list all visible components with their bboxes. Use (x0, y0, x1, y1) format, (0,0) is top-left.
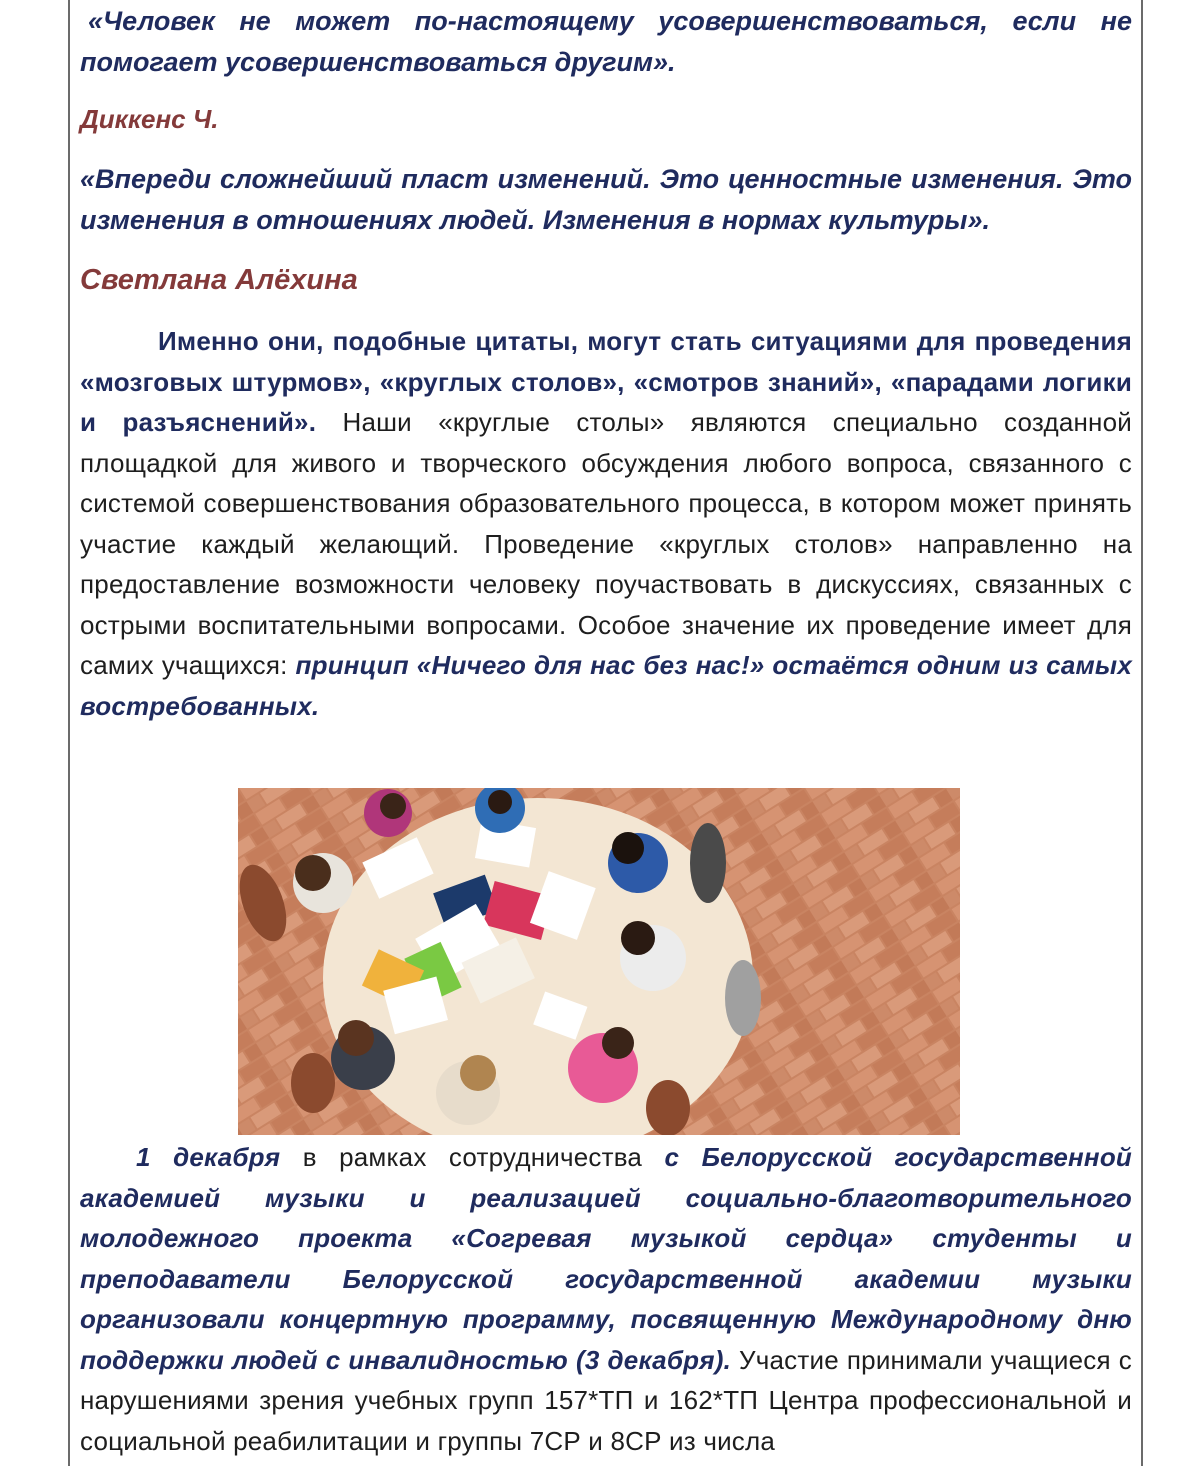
paragraph-intro: Именно они, подобные цитаты, могут стать ситуациями для проведения «мозговых штурмов», «круглых столов», «смотров знаний», «парадами логики и разъяснений». (80, 326, 1132, 437)
paragraph-body: в рамках сотрудничества (302, 1142, 643, 1172)
quote-author: Светлана Алёхина (80, 264, 358, 296)
paragraph-body: Наши «круглые столы» являются специально созданной площадкой для живого и творческого обсуждения любого вопроса, связанного с системой совершенствования образовательного процесса, в котором может принять участие каждый желающий. Проведение «круглых столов» направленно на предоставление возможности человеку поучаствовать в дискуссиях, связанных с острыми воспитательными вопросами. Особое значение их проведение имеет для самих учащихся: (80, 407, 1132, 680)
event-date: 1 декабря (136, 1142, 281, 1172)
quote-dickens (80, 1, 1132, 83)
author-alekhina (80, 263, 1132, 297)
paragraph-round-tables (80, 321, 1132, 726)
quote-author: Диккенс Ч. (80, 104, 219, 134)
quote-text: «Впереди сложнейший пласт изменений. Это ценностные изменения. Это изменения в отношениях людей. Изменения в нормах культуры». (80, 164, 1132, 235)
quote-alekhina (80, 159, 1132, 241)
quote-text: «Человек не может по-настоящему усовершенствоваться, если не помогает усовершенствоваться другим». (80, 6, 1132, 77)
paragraph-concert (80, 1137, 1132, 1461)
paragraph-principle: принцип «Ничего для нас без нас!» остаётся одним из самых востребованных. (80, 650, 1132, 721)
paragraph-body: Участие принимали учащиеся с нарушениями зрения учебных групп 157*ТП и 162*ТП Центра профессиональной и социальной реабилитации и группы 7СР и 8СР из числа (80, 1344, 1132, 1456)
paragraph-highlight: с Белорусской государственной академией музыки и реализацией социально-благотворительного молодежного проекта «Согревая музыкой сердца» студенты и преподаватели Белорусской государственной академии музыки организовали концертную программу, посвященную Международному дню поддержки людей с инвалидностью (3 декабря). (80, 1142, 1132, 1375)
round-table-discussion-photo (238, 788, 960, 1135)
document-page (68, 0, 1143, 1466)
author-dickens (80, 102, 1132, 136)
